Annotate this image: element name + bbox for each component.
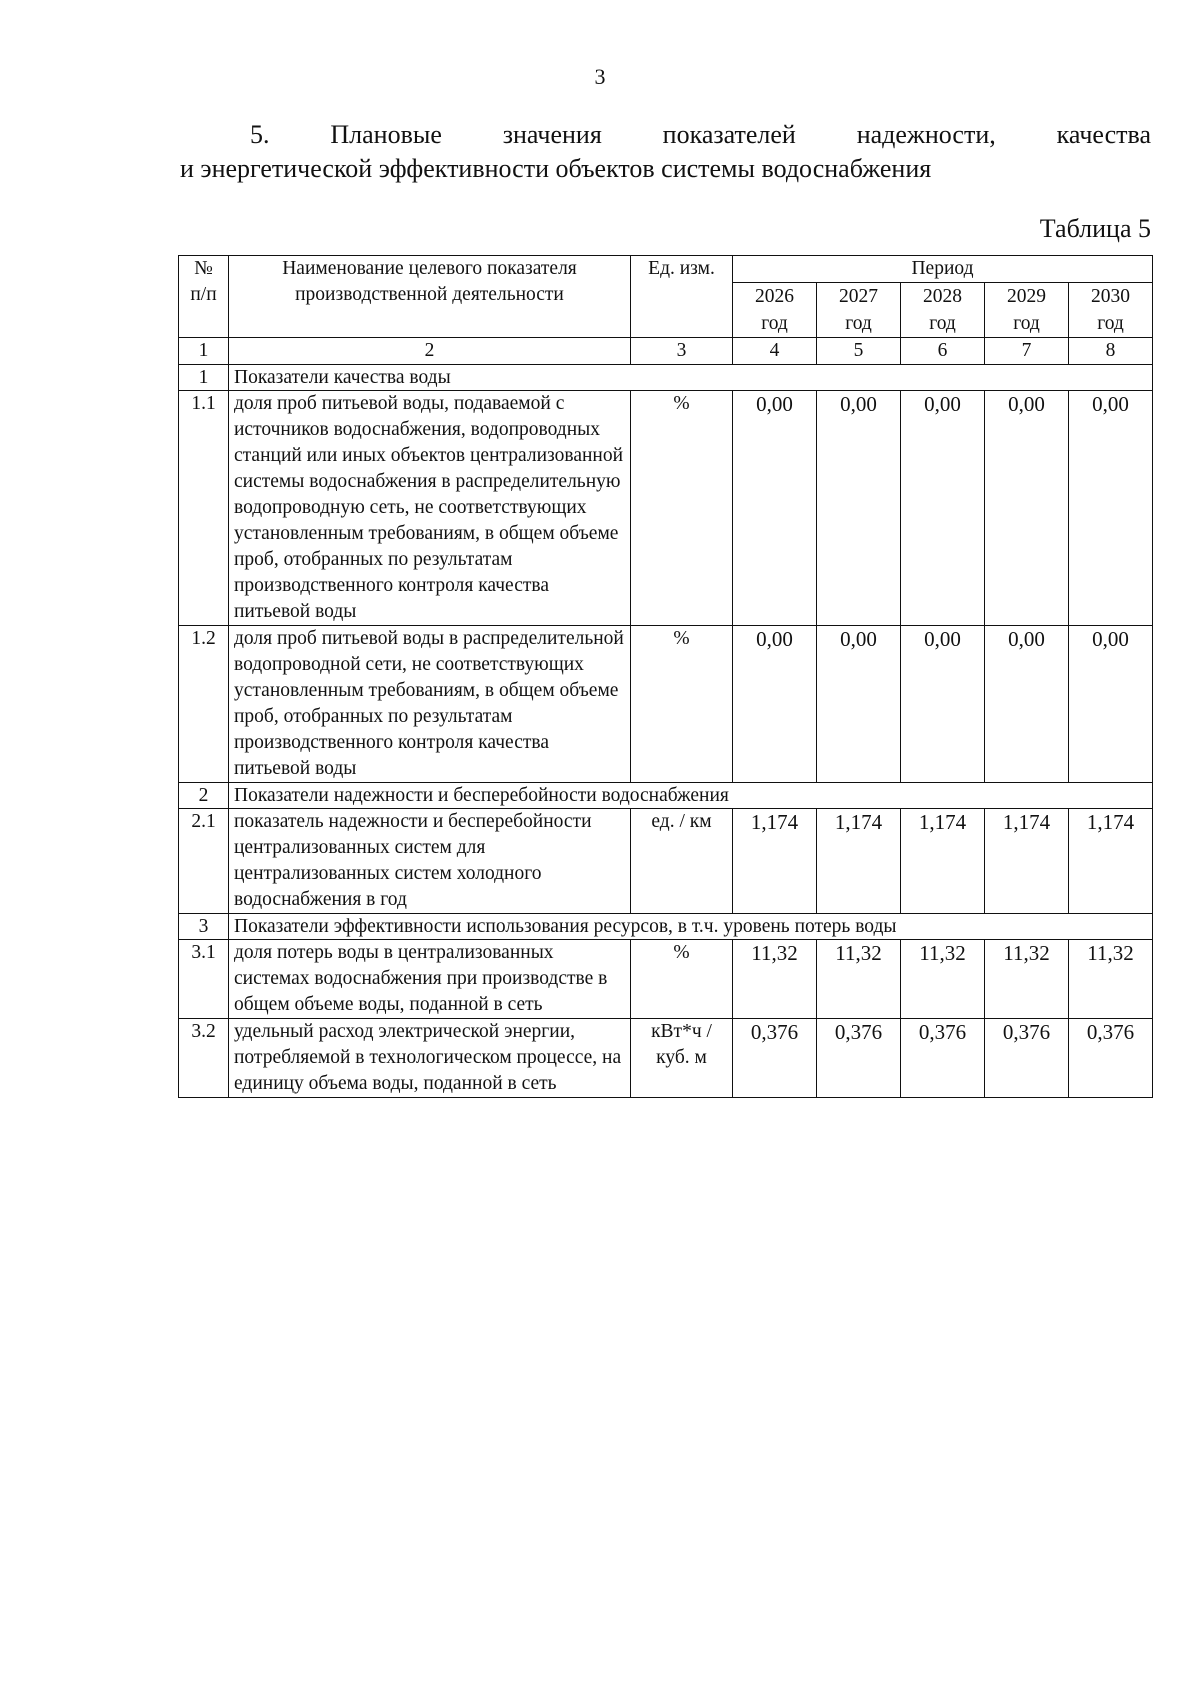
- table-row: [179, 1019, 1153, 1098]
- value-2027: 0,376: [817, 1019, 901, 1098]
- indicator-name: доля проб питьевой воды в распределительной водопроводной сети, не соответствующих установленным требованиям, в общем объеме проб, отобранных по результатам производственного контроля качества питьевой воды: [229, 626, 631, 783]
- indicator-name: показатель надежности и бесперебойности централизованных систем для централизованных систем холодного водоснабжения в год: [229, 809, 631, 914]
- year-value: 2028: [923, 286, 962, 307]
- heading-line-1: 5. Плановые значения показателей надежности, качества: [250, 120, 1151, 149]
- indicator-unit: кВт*ч / куб. м: [631, 1019, 733, 1098]
- value-2027: 0,00: [817, 626, 901, 783]
- year-value: 2026: [755, 286, 794, 307]
- column-number-7: 7: [985, 338, 1069, 365]
- section-title: Показатели эффективности использования ресурсов, в т.ч. уровень потерь воды: [229, 914, 1153, 940]
- year-value: 2030: [1091, 286, 1130, 307]
- header-unit: Ед. изм.: [631, 256, 733, 338]
- column-numbers-row: [179, 338, 1153, 365]
- value-2029: 0,376: [985, 1019, 1069, 1098]
- section-title: Показатели качества воды: [229, 365, 1153, 391]
- value-2028: 0,376: [901, 1019, 985, 1098]
- column-number-2: 2: [229, 338, 631, 365]
- row-num: 1.1: [179, 391, 229, 626]
- value-2026: 0,00: [733, 626, 817, 783]
- value-2029: 0,00: [985, 626, 1069, 783]
- year-word: год: [761, 313, 788, 334]
- indicators-table: [178, 255, 1153, 1098]
- indicator-unit: %: [631, 626, 733, 783]
- value-2027: 0,00: [817, 391, 901, 626]
- header-name: Наименование целевого показателя производственной деятельности: [229, 256, 631, 338]
- table-head: [179, 256, 1153, 365]
- value-2030: 0,00: [1069, 391, 1153, 626]
- table-row: [179, 940, 1153, 1019]
- table-row: [179, 391, 1153, 626]
- column-number-3: 3: [631, 338, 733, 365]
- table-row: [179, 809, 1153, 914]
- section-num: 2: [179, 783, 229, 809]
- indicator-unit: ед. / км: [631, 809, 733, 914]
- value-2026: 0,00: [733, 391, 817, 626]
- row-num: 2.1: [179, 809, 229, 914]
- indicator-unit: %: [631, 940, 733, 1019]
- heading-line-2: и энергетической эффективности объектов системы водоснабжения: [180, 154, 932, 183]
- value-2028: 1,174: [901, 809, 985, 914]
- indicator-name: доля потерь воды в централизованных системах водоснабжения при производстве в общем объеме воды, поданной в сеть: [229, 940, 631, 1019]
- value-2026: 0,376: [733, 1019, 817, 1098]
- header-num: № п/п: [179, 256, 229, 338]
- section-num: 1: [179, 365, 229, 391]
- header-year-2030: [1069, 283, 1153, 338]
- value-2026: 11,32: [733, 940, 817, 1019]
- value-2030: 11,32: [1069, 940, 1153, 1019]
- value-2028: 11,32: [901, 940, 985, 1019]
- year-value: 2027: [839, 286, 878, 307]
- indicator-name: доля проб питьевой воды, подаваемой с источников водоснабжения, водопроводных станций или иных объектов централизованной системы водоснабжения в распределительную водопроводную сеть, не соответствующих установленным требованиям, в общем объеме проб, отобранных по результатам производственного контроля качества питьевой воды: [229, 391, 631, 626]
- row-num: 3.1: [179, 940, 229, 1019]
- value-2027: 11,32: [817, 940, 901, 1019]
- page-number: 3: [594, 64, 606, 89]
- value-2030: 0,376: [1069, 1019, 1153, 1098]
- section-row: [179, 365, 1153, 391]
- section-row: [179, 783, 1153, 809]
- value-2029: 11,32: [985, 940, 1069, 1019]
- section-heading: [180, 118, 1151, 186]
- column-number-1: 1: [179, 338, 229, 365]
- year-word: год: [1097, 313, 1124, 334]
- section-num: 3: [179, 914, 229, 940]
- value-2027: 1,174: [817, 809, 901, 914]
- indicator-unit: %: [631, 391, 733, 626]
- year-word: год: [1013, 313, 1040, 334]
- section-title: Показатели надежности и бесперебойности водоснабжения: [229, 783, 1153, 809]
- table-row: [179, 626, 1153, 783]
- value-2030: 1,174: [1069, 809, 1153, 914]
- header-year-2029: [985, 283, 1069, 338]
- table-caption: Таблица 5: [1039, 214, 1151, 243]
- column-number-5: 5: [817, 338, 901, 365]
- table-body: [179, 365, 1153, 1098]
- column-number-4: 4: [733, 338, 817, 365]
- row-num: 1.2: [179, 626, 229, 783]
- value-2028: 0,00: [901, 626, 985, 783]
- value-2030: 0,00: [1069, 626, 1153, 783]
- header-year-2027: [817, 283, 901, 338]
- value-2029: 1,174: [985, 809, 1069, 914]
- column-number-8: 8: [1069, 338, 1153, 365]
- year-word: год: [929, 313, 956, 334]
- value-2029: 0,00: [985, 391, 1069, 626]
- year-value: 2029: [1007, 286, 1046, 307]
- value-2028: 0,00: [901, 391, 985, 626]
- column-number-6: 6: [901, 338, 985, 365]
- header-year-2026: [733, 283, 817, 338]
- header-period: Период: [733, 256, 1153, 283]
- header-year-2028: [901, 283, 985, 338]
- value-2026: 1,174: [733, 809, 817, 914]
- indicator-name: удельный расход электрической энергии, потребляемой в технологическом процессе, на единицу объема воды, поданной в сеть: [229, 1019, 631, 1098]
- section-row: [179, 914, 1153, 940]
- row-num: 3.2: [179, 1019, 229, 1098]
- year-word: год: [845, 313, 872, 334]
